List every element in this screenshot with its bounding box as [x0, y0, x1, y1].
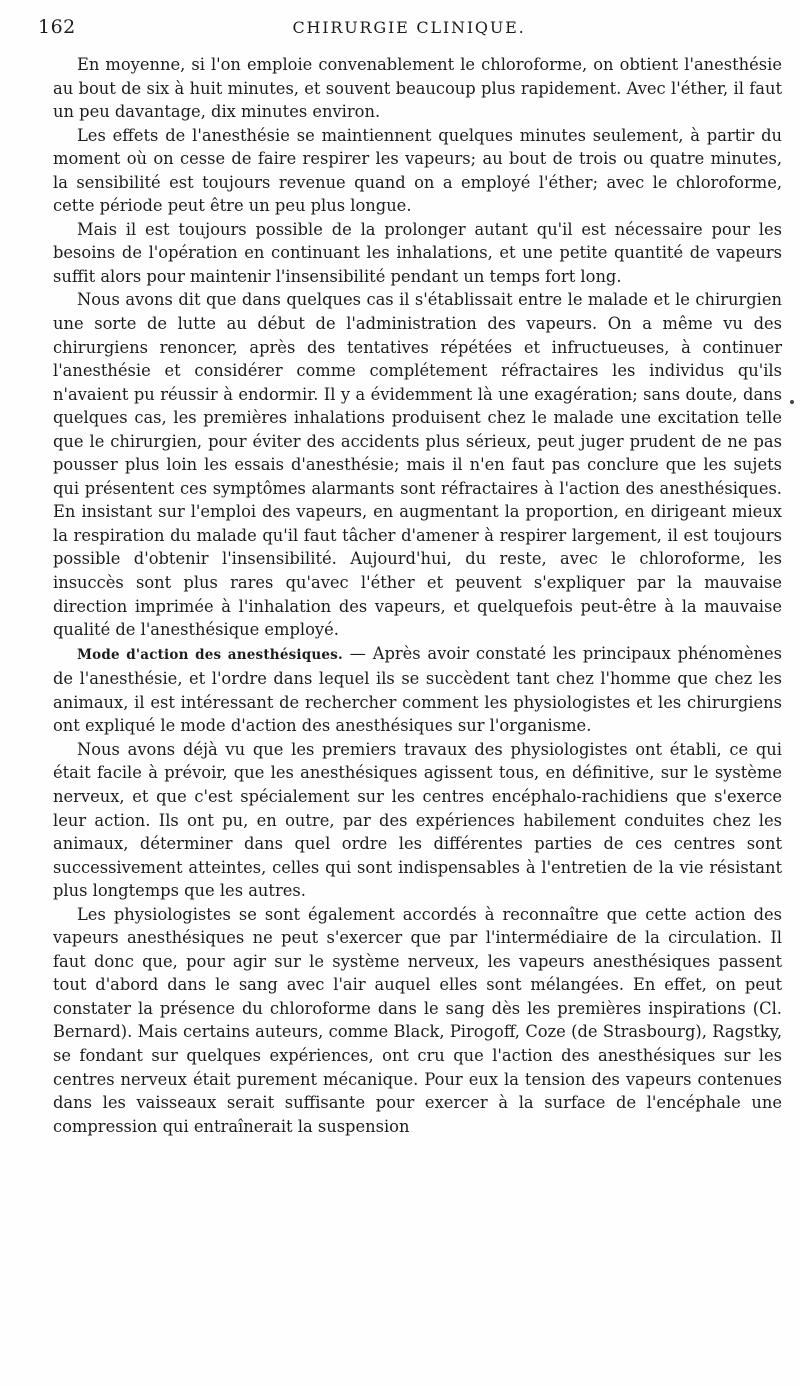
paragraph-nervous-system: Nous avons déjà vu que les premiers travaux des physiologistes ont établi, ce qui était facile à prévoir, que les anesthésiques agissent tous, en définitive, sur le système nerveux, et que c'est spécialement sur les centres encéphalo-rachidiens que s'exerce leur action. Ils ont pu, en outre, par des expériences habilement conduites chez les animaux, déterminer dans quel ordre les différentes parties de ces centres sont successivement atteintes, celles qui sont indispensables à l'entretien de la vie résistant plus longtemps que les autres.: [53, 739, 782, 901]
paragraph-prolongation: Mais il est toujours possible de la prolonger autant qu'il est nécessaire pour les besoins de l'opération en continuant les inhalations, et une petite quantité de vapeurs suffit alors pour maintenir l'insensibilité pendant un temps fort long.: [53, 219, 782, 286]
paragraph-effects-duration: Les effets de l'anesthésie se maintiennent quelques minutes seulement, à partir du moment où on cesse de faire respirer les vapeurs; au bout de trois ou quatre minutes, la sensibilité est toujours revenue quand on a employé l'éther; avec le chloroforme, cette période peut être un peu plus longue.: [53, 125, 782, 216]
paragraph-struggle: Nous avons dit que dans quelques cas il s'établissait entre le malade et le chirurgien une sorte de lutte au début de l'administration des vapeurs. On a même vu des chirurgiens renoncer, après des tentatives répétées et infructueuses, à continuer l'anesthésie et considérer comme complétement réfractaires les individus qu'ils n'avaient pu réussir à endormir. Il y a évidemment là une exagération; sans doute, dans quelques cas, les premières inhalations produisent chez le malade une excitation telle que le chirurgien, pour éviter des accidents plus sérieux, peut juger prudent de ne pas pousser plus loin les essais d'anesthésie; mais il n'en faut pas conclure que les sujets qui présentent ces symptômes alarmants sont réfractaires à l'action des anesthésiques. En insistant sur l'emploi des vapeurs, en augmentant la proportion, en dirigeant mieux la respiration du malade qu'il faut tâcher d'amener à respirer largement, il est toujours possible d'obtenir l'insensibilité. Aujourd'hui, du reste, avec le chloroforme, les insuccès sont plus rares qu'avec l'éther et peuvent s'expliquer par la mauvaise direction imprimée à l'inhalation des vapeurs, et quelquefois peut-être à la mauvaise qualité de l'anesthésique employé.: [53, 290, 782, 640]
page-number: 162: [38, 16, 76, 38]
running-head: [38, 14, 780, 42]
running-title: CHIRURGIE CLINIQUE.: [292, 18, 526, 37]
paragraph-anesthesia-duration: En moyenne, si l'on emploie convenablement le chloroforme, on obtient l'anesthésie au bout de six à huit minutes, et souvent beaucoup plus rapidement. Avec l'éther, il faut un peu davantage, dix minutes environ.: [53, 55, 782, 122]
paragraph-section-opening: [53, 642, 782, 738]
text-body: [53, 53, 782, 1138]
section-heading: Mode d'action des anesthésiques.: [77, 646, 343, 663]
margin-speck: [790, 400, 794, 404]
section-heading-dash: —: [342, 643, 373, 663]
paragraph-circulation: Les physiologistes se sont également accordés à reconnaître que cette action des vapeurs anesthésiques ne peut s'exercer que par l'intermédiaire de la circulation. Il faut donc que, pour agir sur le système nerveux, les vapeurs anesthésiques passent tout d'abord dans le sang avec l'air auquel elles sont mélangées. En effet, on peut constater la présence du chloroforme dans le sang dès les premières inspirations (Cl. Bernard). Mais certains auteurs, comme Black, Pirogoff, Coze (de Strasbourg), Ragstky, se fondant sur quelques expériences, ont cru que l'action des anesthésiques sur les centres nerveux était purement mécanique. Pour eux la tension des vapeurs contenues dans les vaisseaux serait suffisante pour exercer à la surface de l'encéphale une compression qui entraînerait la suspension: [53, 904, 782, 1136]
section-first-paragraph: Après avoir constaté les principaux phénomènes de l'anesthésie, et l'ordre dans lequel ils se succèdent tant chez l'homme que chez les animaux, il est intéressant de rechercher comment les physiologistes et les chirurgiens ont expliqué le mode d'action des anesthésiques sur l'organisme.: [53, 643, 782, 736]
